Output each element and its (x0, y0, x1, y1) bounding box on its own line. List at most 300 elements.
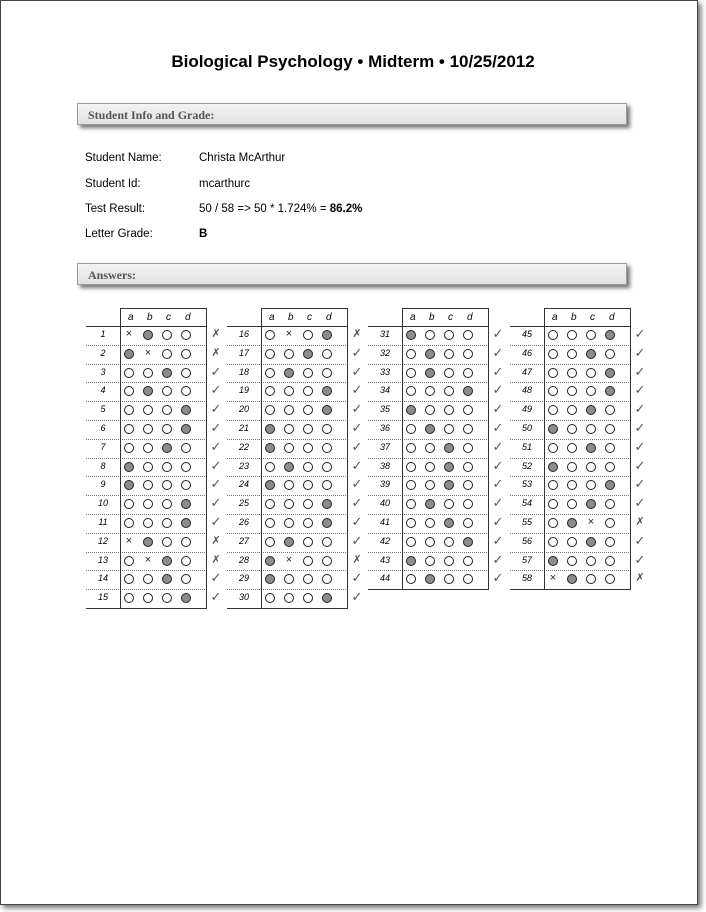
check-icon: ✓ (351, 495, 363, 511)
answer-row (368, 552, 508, 571)
empty-bubble (406, 518, 416, 528)
empty-bubble (181, 443, 191, 453)
question-number: 36 (379, 423, 390, 433)
empty-bubble (284, 518, 294, 528)
question-number: 33 (379, 366, 390, 377)
check-icon: ✓ (210, 438, 222, 454)
empty-bubble (463, 330, 473, 340)
filled-bubble (548, 424, 558, 434)
filled-bubble (444, 518, 454, 528)
filled-bubble (284, 462, 294, 472)
question-number: 49 (521, 404, 532, 415)
empty-bubble (143, 462, 153, 472)
filled-bubble (162, 368, 172, 378)
answer-row (86, 326, 226, 345)
test-result-percent: 86.2% (329, 203, 363, 215)
empty-bubble (605, 556, 615, 566)
empty-bubble (143, 518, 153, 528)
check-icon: ✓ (210, 420, 222, 435)
filled-bubble (586, 537, 596, 547)
answer-row (86, 514, 226, 533)
empty-bubble (425, 537, 435, 547)
filled-bubble (548, 462, 558, 472)
question-number: 21 (238, 423, 249, 433)
empty-bubble (303, 556, 313, 566)
empty-bubble (605, 537, 615, 547)
empty-bubble (586, 556, 596, 566)
check-icon: ✓ (351, 420, 363, 435)
filled-bubble (143, 330, 153, 340)
check-icon: ✓ (351, 514, 363, 529)
check-icon: ✓ (634, 495, 646, 511)
answer-row (86, 495, 226, 514)
question-number: 44 (379, 573, 390, 584)
answer-row (86, 570, 226, 589)
question-number: 39 (379, 479, 390, 490)
filled-bubble (425, 424, 435, 434)
column-label: a (410, 312, 416, 323)
question-number: 35 (379, 404, 390, 415)
empty-bubble (284, 349, 294, 359)
filled-bubble (284, 537, 294, 547)
question-number: 18 (238, 366, 249, 377)
empty-bubble (303, 443, 313, 453)
empty-bubble (303, 424, 313, 434)
answer-row (510, 439, 650, 458)
check-icon: ✓ (634, 532, 646, 548)
check-icon: ✓ (492, 476, 504, 492)
empty-bubble (303, 330, 313, 340)
answer-row (86, 476, 226, 495)
answer-row (368, 364, 508, 383)
empty-bubble (265, 368, 275, 378)
grid-bottom-line (86, 608, 207, 609)
question-number: 31 (379, 329, 390, 339)
column-label: d (185, 312, 191, 323)
test-result-value (199, 203, 362, 215)
question-number: 48 (521, 385, 532, 396)
filled-bubble (181, 518, 191, 528)
filled-bubble (463, 537, 473, 547)
answer-row (510, 345, 650, 364)
empty-bubble (162, 537, 172, 547)
cross-out-icon: × (144, 346, 152, 359)
empty-bubble (181, 537, 191, 547)
answer-row (368, 514, 508, 533)
filled-bubble (605, 368, 615, 378)
student-info-header: Student Info and Grade: (77, 103, 627, 125)
answer-row (227, 476, 367, 495)
empty-bubble (162, 518, 172, 528)
answer-row (510, 382, 650, 401)
column-label: c (590, 312, 595, 323)
cross-icon: ✗ (635, 516, 645, 528)
check-icon: ✓ (492, 514, 504, 529)
test-result-expression: 50 / 58 => 50 * 1.724% = (199, 203, 330, 215)
column-label: c (166, 312, 171, 323)
question-number: 17 (238, 347, 249, 358)
empty-bubble (605, 443, 615, 453)
empty-bubble (567, 424, 577, 434)
answer-row (86, 382, 226, 401)
check-icon: ✓ (634, 457, 646, 473)
empty-bubble (425, 330, 435, 340)
filled-bubble (406, 556, 416, 566)
answer-row (86, 364, 226, 383)
check-icon: ✓ (634, 382, 646, 398)
question-number: 50 (521, 423, 532, 433)
column-label: a (128, 312, 134, 323)
filled-bubble (548, 556, 558, 566)
page-title: Biological Psychology • Midterm • 10/25/2012 (171, 52, 535, 71)
empty-bubble (303, 462, 313, 472)
empty-bubble (463, 349, 473, 359)
filled-bubble (406, 330, 416, 340)
filled-bubble (425, 368, 435, 378)
check-icon: ✓ (351, 589, 363, 605)
empty-bubble (265, 518, 275, 528)
answer-row (86, 401, 226, 420)
check-icon: ✓ (634, 476, 646, 492)
answer-row (227, 589, 367, 608)
filled-bubble (162, 443, 172, 453)
question-number: 38 (379, 460, 390, 471)
grid-bottom-line (227, 608, 348, 609)
answer-row (510, 420, 650, 439)
question-number: 19 (238, 385, 249, 396)
empty-bubble (567, 349, 577, 359)
answer-row (227, 458, 367, 477)
empty-bubble (605, 424, 615, 434)
question-number: 26 (238, 517, 249, 527)
empty-bubble (444, 368, 454, 378)
empty-bubble (567, 368, 577, 378)
empty-bubble (124, 443, 134, 453)
question-number: 13 (97, 554, 108, 565)
check-icon: ✓ (351, 476, 363, 492)
question-number: 22 (238, 441, 249, 452)
empty-bubble (143, 368, 153, 378)
filled-bubble (567, 518, 577, 528)
cross-icon: ✗ (352, 328, 362, 340)
check-icon: ✓ (351, 532, 363, 548)
filled-bubble (444, 462, 454, 472)
filled-bubble (162, 556, 172, 566)
empty-bubble (181, 368, 191, 378)
empty-bubble (406, 443, 416, 453)
empty-bubble (143, 424, 153, 434)
check-icon: ✓ (210, 382, 222, 398)
test-result-label: Test Result: (85, 203, 146, 215)
check-icon: ✓ (634, 401, 646, 417)
answer-row (227, 570, 367, 589)
cross-out-icon: × (285, 553, 293, 566)
answer-row (227, 439, 367, 458)
empty-bubble (322, 349, 332, 359)
column-label: d (467, 312, 473, 323)
empty-bubble (406, 424, 416, 434)
check-icon: ✓ (634, 551, 646, 567)
question-number: 1 (100, 329, 106, 339)
empty-bubble (181, 330, 191, 340)
empty-bubble (181, 556, 191, 566)
question-number: 9 (100, 479, 106, 490)
empty-bubble (181, 462, 191, 472)
question-number: 28 (238, 554, 249, 565)
check-icon: ✓ (634, 326, 646, 341)
empty-bubble (444, 556, 454, 566)
filled-bubble (303, 349, 313, 359)
empty-bubble (567, 330, 577, 340)
empty-bubble (406, 349, 416, 359)
answer-row (86, 420, 226, 439)
filled-bubble (425, 349, 435, 359)
empty-bubble (406, 368, 416, 378)
question-number: 2 (100, 347, 106, 358)
answer-row (227, 364, 367, 383)
question-number: 37 (379, 441, 390, 452)
cross-out-icon: × (125, 534, 133, 547)
cross-icon: ✗ (211, 346, 221, 359)
answer-row (368, 401, 508, 420)
answer-row (368, 495, 508, 514)
filled-bubble (124, 349, 134, 359)
check-icon: ✓ (351, 570, 363, 586)
answer-row (86, 345, 226, 364)
check-icon: ✓ (351, 344, 363, 360)
empty-bubble (265, 330, 275, 340)
answer-row (510, 514, 650, 533)
question-number: 40 (379, 498, 390, 509)
grid-bottom-line (510, 589, 631, 590)
question-number: 47 (521, 366, 532, 377)
question-number: 4 (100, 385, 106, 396)
empty-bubble (162, 424, 172, 434)
column-label: c (448, 312, 453, 323)
check-icon: ✓ (210, 495, 222, 511)
column-label: d (326, 312, 332, 323)
filled-bubble (322, 518, 332, 528)
question-number: 14 (97, 573, 108, 584)
empty-bubble (444, 424, 454, 434)
empty-bubble (124, 368, 134, 378)
letter-grade-label: Letter Grade: (85, 228, 153, 240)
question-number: 12 (97, 535, 108, 546)
check-icon: ✓ (492, 363, 504, 379)
empty-bubble (444, 349, 454, 359)
filled-bubble (586, 349, 596, 359)
answer-row (227, 326, 367, 345)
empty-bubble (162, 462, 172, 472)
answer-row (368, 420, 508, 439)
empty-bubble (162, 349, 172, 359)
question-number: 27 (238, 535, 249, 546)
check-icon: ✓ (210, 457, 222, 473)
question-number: 42 (379, 535, 390, 546)
empty-bubble (425, 462, 435, 472)
empty-bubble (124, 424, 134, 434)
letter-grade-value: B (199, 228, 208, 240)
empty-bubble (548, 349, 558, 359)
empty-bubble (605, 518, 615, 528)
answer-row (227, 495, 367, 514)
check-icon: ✓ (492, 551, 504, 567)
filled-bubble (322, 330, 332, 340)
question-number: 25 (238, 498, 249, 509)
empty-bubble (124, 518, 134, 528)
grid-bottom-line (368, 589, 489, 590)
column-label: b (429, 312, 435, 323)
filled-bubble (444, 443, 454, 453)
cross-out-icon: × (125, 328, 133, 340)
filled-bubble (605, 330, 615, 340)
filled-bubble (265, 556, 275, 566)
empty-bubble (322, 424, 332, 434)
answers-header: Answers: (77, 263, 627, 285)
answer-row (227, 420, 367, 439)
empty-bubble (265, 537, 275, 547)
empty-bubble (548, 537, 558, 547)
answer-column-header (544, 308, 631, 326)
cross-out-icon: × (549, 572, 557, 585)
answer-row (510, 364, 650, 383)
empty-bubble (322, 537, 332, 547)
answer-row (227, 401, 367, 420)
answer-row (227, 382, 367, 401)
empty-bubble (463, 443, 473, 453)
question-number: 29 (238, 573, 249, 584)
cross-out-icon: × (144, 553, 152, 566)
empty-bubble (567, 443, 577, 453)
check-icon: ✓ (492, 570, 504, 586)
check-icon: ✓ (210, 401, 222, 417)
answer-row (227, 345, 367, 364)
answer-row (368, 476, 508, 495)
check-icon: ✓ (351, 363, 363, 379)
empty-bubble (586, 368, 596, 378)
filled-bubble (284, 368, 294, 378)
empty-bubble (406, 462, 416, 472)
check-icon: ✓ (210, 570, 222, 586)
answer-row (86, 552, 226, 571)
check-icon: ✓ (492, 382, 504, 398)
empty-bubble (265, 349, 275, 359)
column-label: a (552, 312, 558, 323)
empty-bubble (124, 556, 134, 566)
answer-row (368, 382, 508, 401)
empty-bubble (303, 537, 313, 547)
empty-bubble (284, 424, 294, 434)
answer-row (227, 533, 367, 552)
empty-bubble (162, 330, 172, 340)
empty-bubble (303, 368, 313, 378)
empty-bubble (586, 330, 596, 340)
column-label: b (147, 312, 153, 323)
column-label: c (307, 312, 312, 323)
empty-bubble (548, 368, 558, 378)
question-number: 53 (521, 479, 532, 490)
student-id-value: mcarthurc (199, 178, 251, 190)
column-label: a (269, 312, 275, 323)
answer-row (86, 458, 226, 477)
empty-bubble (463, 424, 473, 434)
check-icon: ✓ (634, 438, 646, 454)
question-number: 57 (521, 554, 532, 565)
answer-column-header (261, 308, 348, 326)
empty-bubble (181, 349, 191, 359)
empty-bubble (322, 556, 332, 566)
cross-out-icon: × (587, 516, 595, 528)
student-id-label: Student Id: (85, 178, 141, 190)
answer-row (510, 552, 650, 571)
cross-icon: ✗ (211, 553, 221, 566)
question-number: 54 (521, 498, 532, 509)
cross-icon: ✗ (211, 328, 221, 340)
empty-bubble (605, 462, 615, 472)
check-icon: ✓ (492, 326, 504, 341)
answer-row (510, 476, 650, 495)
empty-bubble (444, 330, 454, 340)
filled-bubble (265, 443, 275, 453)
question-number: 58 (521, 573, 532, 584)
check-icon: ✓ (492, 532, 504, 548)
empty-bubble (567, 462, 577, 472)
answer-row (368, 533, 508, 552)
empty-bubble (406, 537, 416, 547)
check-icon: ✓ (492, 438, 504, 454)
question-number: 30 (238, 592, 249, 603)
empty-bubble (586, 424, 596, 434)
question-number: 20 (238, 404, 249, 415)
question-number: 52 (521, 460, 532, 471)
empty-bubble (463, 556, 473, 566)
cross-icon: ✗ (352, 553, 362, 566)
answer-row (510, 458, 650, 477)
answer-column-header (120, 308, 207, 326)
empty-bubble (265, 462, 275, 472)
filled-bubble (586, 443, 596, 453)
empty-bubble (567, 556, 577, 566)
filled-bubble (265, 424, 275, 434)
check-icon: ✓ (492, 401, 504, 417)
check-icon: ✓ (351, 401, 363, 417)
question-number: 7 (100, 441, 106, 452)
empty-bubble (322, 443, 332, 453)
empty-bubble (425, 556, 435, 566)
column-label: d (609, 312, 615, 323)
student-name-label: Student Name: (85, 152, 162, 164)
student-name-value: Christa McArthur (199, 152, 286, 164)
question-number: 8 (100, 460, 106, 471)
question-number: 55 (521, 517, 532, 527)
filled-bubble (143, 537, 153, 547)
empty-bubble (143, 443, 153, 453)
cross-icon: ✗ (211, 534, 221, 547)
empty-bubble (303, 518, 313, 528)
question-number: 23 (238, 460, 249, 471)
answer-column-header (402, 308, 489, 326)
empty-bubble (548, 518, 558, 528)
check-icon: ✓ (351, 438, 363, 454)
check-icon: ✓ (492, 420, 504, 435)
cross-icon: ✗ (635, 572, 645, 585)
check-icon: ✓ (492, 457, 504, 473)
answer-row (368, 345, 508, 364)
check-icon: ✓ (210, 589, 222, 605)
question-number: 6 (100, 423, 106, 433)
check-icon: ✓ (634, 344, 646, 360)
check-icon: ✓ (634, 363, 646, 379)
